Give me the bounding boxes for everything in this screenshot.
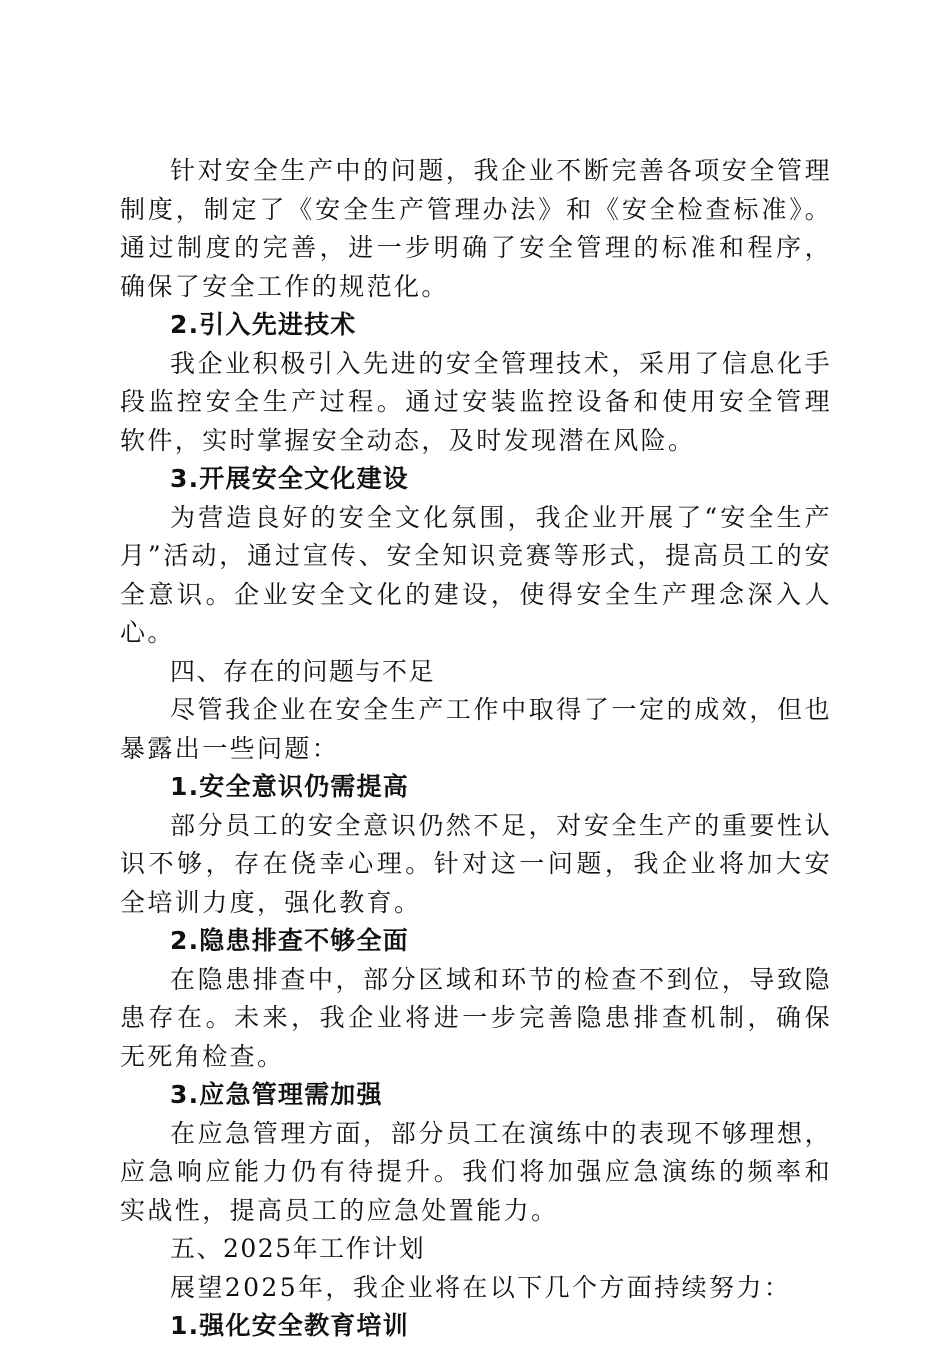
heading-safety-training: 1.强化安全教育培训: [170, 1311, 409, 1340]
paragraph-advanced-technology: 我企业积极引入先进的安全管理技术，采用了信息化手段监控安全生产过程。通过安装监控设备和使用安全管理软件，实时掌握安全动态，及时发现潜在风险。: [120, 348, 832, 455]
paragraph-system-improvement: 针对安全生产中的问题，我企业不断完善各项安全管理制度，制定了《安全生产管理办法》和《安全检查标准》。通过制度的完善，进一步明确了安全管理的标准和程序，确保了安全工作的规范化。: [120, 156, 832, 301]
paragraph-problems-intro: 尽管我企业在安全生产工作中取得了一定的成效，但也暴露出一些问题：: [120, 695, 832, 763]
heading-emergency-management: 3.应急管理需加强: [170, 1080, 383, 1109]
paragraph-safety-awareness: 部分员工的安全意识仍然不足，对安全生产的重要性认识不够，存在侥幸心理。针对这一问题，我企业将加大安全培训力度，强化教育。: [120, 810, 832, 917]
paragraph-safety-culture: 为营造良好的安全文化氛围，我企业开展了“安全生产月”活动，通过宣传、安全知识竞赛等形式，提高员工的安全意识。企业安全文化的建设，使得安全生产理念深入人心。: [120, 502, 832, 647]
heading-advanced-technology: 2.引入先进技术: [170, 310, 357, 339]
paragraph-work-plan-intro: 展望2025年，我企业将在以下几个方面持续努力：: [170, 1272, 792, 1302]
heading-safety-awareness: 1.安全意识仍需提高: [170, 772, 409, 801]
document-page: [120, 152, 832, 1346]
section-title-problems: 四、存在的问题与不足: [170, 656, 436, 686]
paragraph-hazard-inspection: 在隐患排查中，部分区域和环节的检查不到位，导致隐患存在。未来，我企业将进一步完善隐患排查机制，确保无死角检查。: [120, 964, 832, 1071]
heading-safety-culture: 3.开展安全文化建设: [170, 464, 409, 493]
paragraph-emergency-management: 在应急管理方面，部分员工在演练中的表现不够理想，应急响应能力仍有待提升。我们将加强应急演练的频率和实战性，提高员工的应急处置能力。: [120, 1118, 832, 1225]
section-title-work-plan: 五、2025年工作计划: [170, 1234, 426, 1263]
heading-hazard-inspection: 2.隐患排查不够全面: [170, 926, 409, 955]
